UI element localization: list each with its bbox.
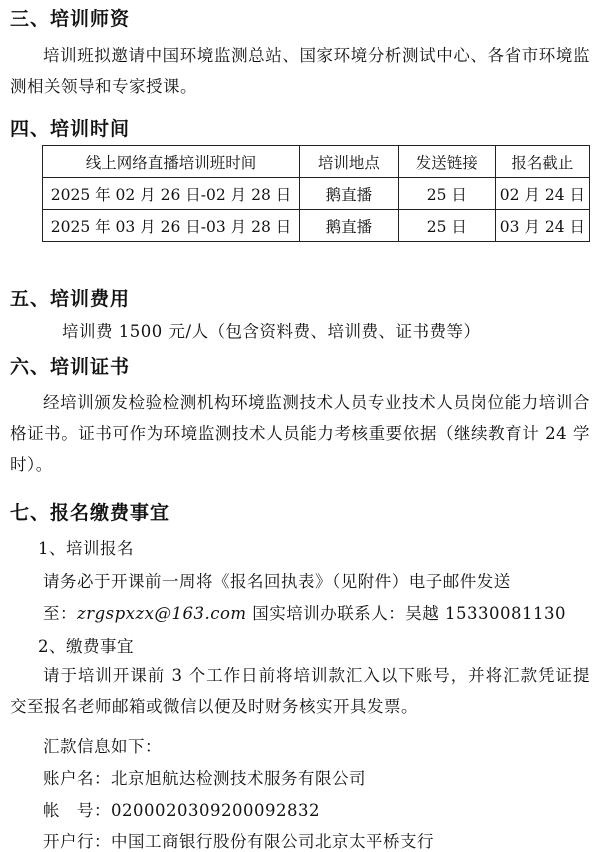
bank-name: 开户行：中国工商银行股份有限公司北京太平桥支行 [43, 832, 434, 851]
account-name: 账户名：北京旭航达检测技术服务有限公司 [43, 769, 366, 788]
signup-line-2 [43, 600, 566, 624]
section-3-body: 培训班拟邀请中国环境监测总站、国家环境分析测试中心、各省市环境监测相关领导和专家授课。 [10, 46, 590, 96]
table-cell: 03 月 24 日 [495, 210, 589, 242]
contact-email[interactable]: zrgspxzx@163.com [77, 604, 247, 623]
table-cell: 25 日 [398, 210, 495, 242]
table-header-row [43, 146, 590, 178]
table-cell: 鹅直播 [299, 210, 398, 242]
table-row [43, 178, 590, 210]
signup-line-1: 请务必于开课前一周将《报名回执表》（见附件）电子邮件发送 [43, 572, 511, 591]
remit-info-title: 汇款信息如下： [43, 737, 162, 756]
table-header-cell: 线上网络直播培训班时间 [43, 146, 300, 178]
section-5-heading: 五、培训费用 [10, 288, 131, 310]
table-cell: 02 月 24 日 [495, 178, 589, 210]
table-cell: 鹅直播 [299, 178, 398, 210]
table-header-cell: 报名截止 [495, 146, 589, 178]
signup-subtitle: 1、培训报名 [38, 539, 134, 558]
signup-prefix: 至： [43, 604, 77, 623]
payment-body: 请于培训开课前 3 个工作日前将培训款汇入以下账号，并将汇款凭证提交至报名老师邮箱或微信以便及时财务核实开具发票。 [10, 666, 590, 716]
section-7-heading: 七、报名缴费事宜 [10, 502, 171, 524]
table-row [43, 210, 590, 242]
table-header-cell: 发送链接 [398, 146, 495, 178]
signup-contact: 国实培训办联系人：吴越 15330081130 [252, 604, 567, 623]
table-header-cell: 培训地点 [299, 146, 398, 178]
section-4-heading: 四、培训时间 [10, 118, 131, 140]
section-3-heading: 三、培训师资 [10, 8, 131, 30]
table-cell: 2025 年 02 月 26 日-02 月 28 日 [43, 178, 300, 210]
account-number: 帐 号：0200020309200092832 [43, 801, 320, 820]
table-cell: 2025 年 03 月 26 日-03 月 28 日 [43, 210, 300, 242]
section-5-body: 培训费 1500 元/人（包含资料费、培训费、证书费等） [62, 322, 481, 341]
table-cell: 25 日 [398, 178, 495, 210]
schedule-table [42, 145, 590, 242]
section-6-heading: 六、培训证书 [10, 356, 131, 378]
section-6-body: 经培训颁发检验检测机构环境监测技术人员专业技术人员岗位能力培训合格证书。证书可作为环境监测技术人员能力考核重要依据（继续教育计 24 学时）。 [10, 393, 590, 474]
payment-subtitle: 2、缴费事宜 [38, 637, 134, 656]
